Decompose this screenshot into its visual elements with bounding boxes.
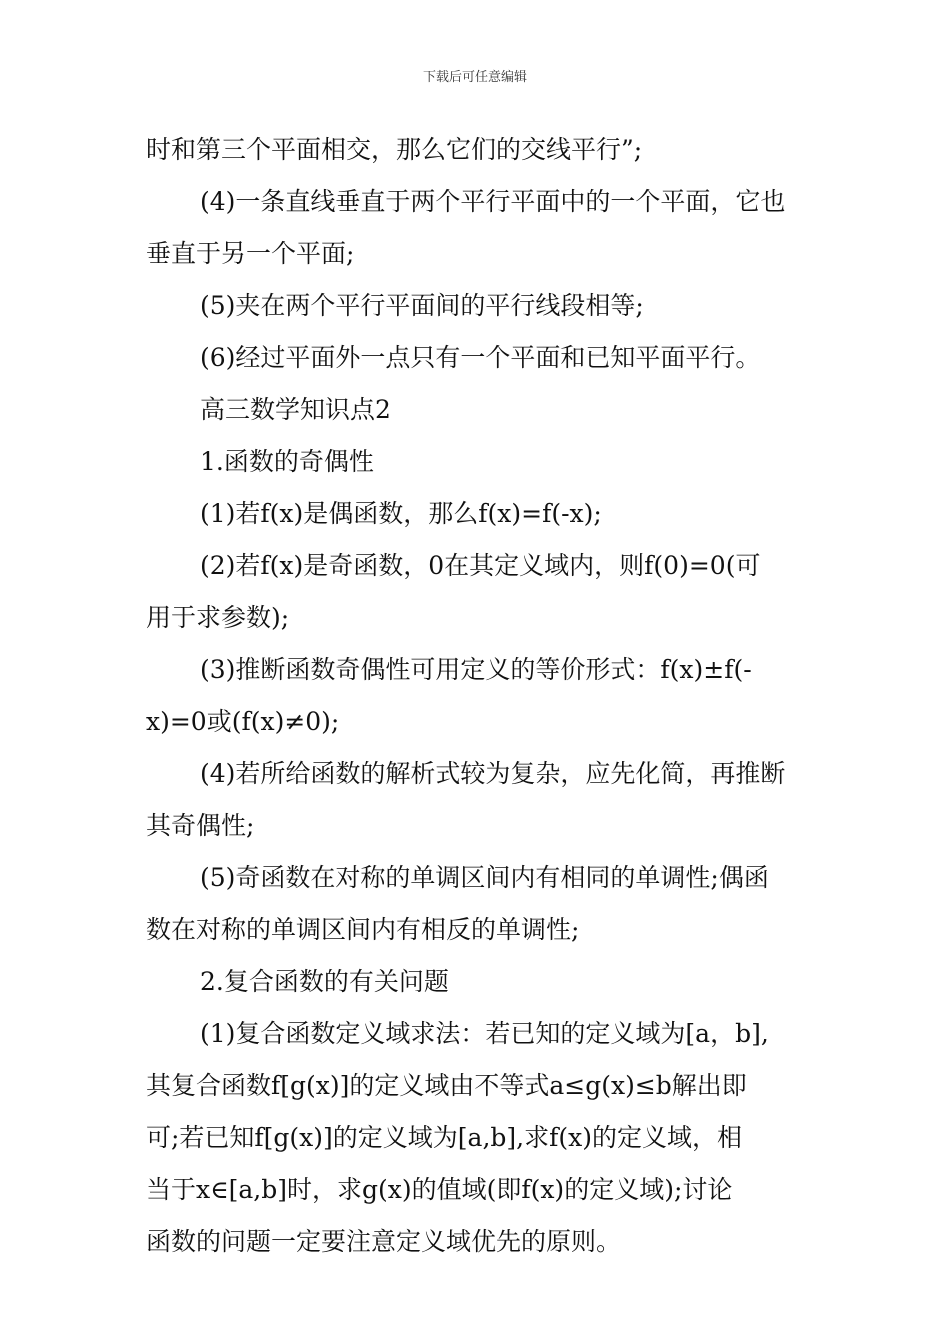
text-line: 可;若已知f[g(x)]的定义域为[a,b],求f(x)的定义域，相 — [146, 1123, 742, 1152]
text-line: (1)复合函数定义域求法：若已知的定义域为[a，b], — [200, 1019, 769, 1048]
text-line: 函数的问题一定要注意定义域优先的原则。 — [146, 1227, 622, 1256]
text-line: (1)若f(x)是偶函数，那么f(x)=f(-x); — [200, 499, 602, 528]
text-line: (3)推断函数奇偶性可用定义的等价形式：f(x)±f(- — [200, 655, 752, 684]
section-heading: 高三数学知识点2 — [200, 395, 391, 424]
text-line: (4)若所给函数的解析式较为复杂，应先化简，再推断 — [200, 759, 786, 788]
text-line: 用于求参数); — [146, 603, 290, 632]
text-line: (2)若f(x)是奇函数，0在其定义域内，则f(0)=0(可 — [200, 551, 761, 580]
text-line: x)=0或(f(x)≠0); — [146, 707, 340, 736]
subsection-heading: 2.复合函数的有关问题 — [200, 967, 449, 996]
text-line: 其奇偶性; — [146, 811, 255, 840]
text-line: 数在对称的单调区间内有相反的单调性; — [146, 915, 580, 944]
document-body — [146, 124, 810, 1268]
text-line: 其复合函数f[g(x)]的定义域由不等式a≤g(x)≤b解出即 — [146, 1071, 747, 1100]
text-line: (5)奇函数在对称的单调区间内有相同的单调性;偶函 — [200, 863, 769, 892]
text-line: 垂直于另一个平面; — [146, 239, 355, 268]
text-line: 当于x∈[a,b]时，求g(x)的值域(即f(x)的定义域);讨论 — [146, 1175, 733, 1204]
text-line: (6)经过平面外一点只有一个平面和已知平面平行。 — [200, 343, 761, 372]
page-header: 下载后可任意编辑 — [422, 70, 527, 85]
subsection-heading: 1.函数的奇偶性 — [200, 447, 374, 476]
text-line: (5)夹在两个平行平面间的平行线段相等; — [200, 291, 644, 320]
text-line: 时和第三个平面相交，那么它们的交线平行”; — [146, 135, 643, 164]
text-line: (4)一条直线垂直于两个平行平面中的一个平面，它也 — [200, 187, 786, 216]
